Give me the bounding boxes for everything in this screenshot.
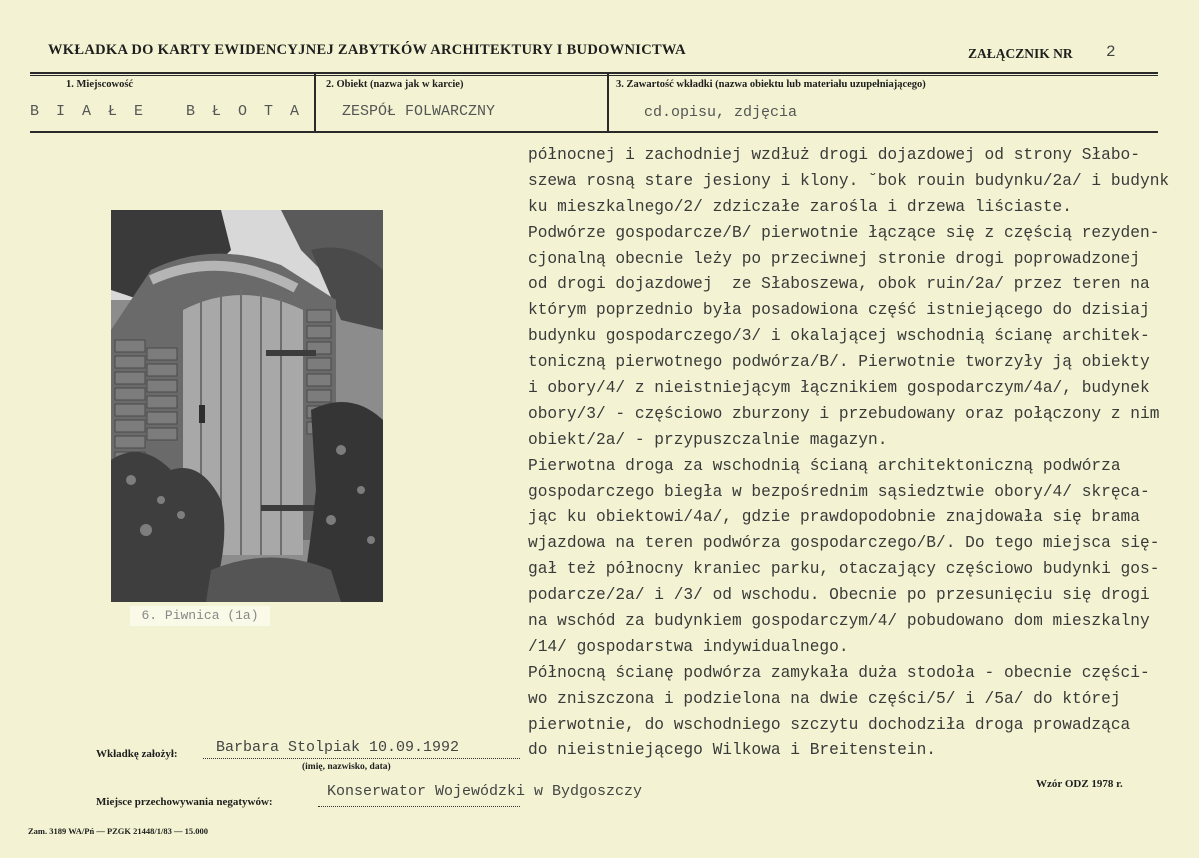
content-value: cd.opisu, zdjęcia [644, 104, 798, 121]
description-line: podarcze/2a/ i /3/ od wschodu. Obecnie po przesunięciu się drogi [528, 586, 1150, 605]
description-line: Północną ścianę podwórza zamykała duża stodoła - obecnie części- [528, 663, 1150, 682]
order-note: Zam. 3189 WA/Pń — PZGK 21448/1/83 — 15.000 [28, 826, 209, 836]
description-line: Pierwotna droga za wschodnią ścianą architektoniczną podwórza [528, 456, 1121, 475]
description-line: budynku gospodarczego/3/ i okalającej wschodnią ścianę architek- [528, 327, 1150, 346]
description-line: do nieistniejącego Wilkowa i Breitenstein. [528, 741, 936, 760]
content-label: 3. Zawartość wkładki (nazwa obiektu lub materiału uzupełniającego) [616, 79, 926, 90]
author-hint: (imię, nazwisko, data) [302, 762, 391, 772]
description-line: wjazdowa na teren podwórza gospodarczego/B/. Do tego miejsca się- [528, 534, 1160, 553]
form-title: WKŁADKA DO KARTY EWIDENCYJNEJ ZABYTKÓW ARCHITEKTURY I BUDOWNICTWA [48, 42, 686, 58]
photo-caption: 6. Piwnica (1a) [130, 606, 270, 626]
top-rule [30, 72, 1158, 74]
bottom-rule [30, 131, 1158, 133]
description-line: jąc ku obiektowi/4a/, gdzie prawdopodobnie znajdowała się brama [528, 508, 1140, 527]
description-line: od drogi dojazdowej ze Słaboszewa, obok ruin/2a/ przez teren na [528, 275, 1150, 294]
description-line: wo zniszczona i podzielona na dwie części/5/ i /5a/ do której [528, 689, 1121, 708]
cellar-door-photo [111, 210, 383, 602]
description-text [528, 143, 1168, 764]
description-line: szewa rosną stare jesiony i klony. ˘bok rouin budynku/2a/ i budynk [528, 171, 1170, 190]
place-label: 1. Miejscowość [66, 79, 134, 90]
top-rule-thin [30, 75, 1158, 76]
column-divider-1 [314, 74, 316, 132]
author-value: Barbara Stolpiak 10.09.1992 [216, 739, 460, 756]
description-line: i obory/4/ z nieistniejącym łącznikiem gospodarczym/4a/, budynek [528, 379, 1150, 398]
description-line: Podwórze gospodarcze/B/ pierwotnie łączące się z częścią rezyden- [528, 223, 1160, 242]
annex-number: 2 [1106, 43, 1116, 61]
annex-label: ZAŁĄCZNIK NR [968, 46, 1073, 61]
description-line: toniczną pierwotnego podwórza/B/. Pierwotnie tworzyły ją obiekty [528, 353, 1150, 372]
storage-value: Konserwator Wojewódzki w Bydgoszczy [327, 783, 643, 800]
form-id: Wzór ODZ 1978 r. [1036, 778, 1123, 790]
object-label: 2. Obiekt (nazwa jak w karcie) [326, 79, 464, 90]
description-line: na wschód za budynkiem gospodarczym/4/ pobudowano dom mieszkalny [528, 612, 1150, 631]
description-line: cjonalną obecnie leży po przeciwnej stronie drogi poprowadzonej [528, 249, 1140, 268]
description-line: gospodarczego biegła w bezpośrednim sąsiedztwie obory/4/ skręca- [528, 482, 1150, 501]
place-value: B I A Ł E B Ł O T A [30, 103, 304, 120]
description-line: północnej i zachodniej wzdłuż drogi dojazdowej od strony Słabo- [528, 146, 1140, 164]
storage-dotline [318, 806, 520, 807]
description-line: pierwotnie, do wschodniego szczytu dochodziła droga prowadząca [528, 715, 1131, 734]
storage-label: Miejsce przechowywania negatywów: [96, 796, 273, 808]
author-label: Wkładkę założył: [96, 748, 178, 760]
description-line: którym poprzednio była posadowiona część istniejącego do dzisiaj [528, 301, 1150, 320]
description-line: obory/3/ - częściowo zburzony i przebudowany oraz połączony z nim [528, 404, 1160, 423]
description-line: ku mieszkalnego/2/ zdziczałe zarośla i drzewa liściaste. [528, 197, 1072, 216]
description-line: gał też północny kraniec parku, otaczający częściowo budynki gos- [528, 560, 1160, 579]
description-line: /14/ gospodarstwa indywidualnego. [528, 637, 849, 656]
author-dotline [203, 758, 520, 759]
cellar-door-image [111, 210, 383, 602]
column-divider-2 [607, 74, 609, 132]
object-value: ZESPÓŁ FOLWARCZNY [342, 103, 496, 120]
description-line: obiekt/2a/ - przypuszczalnie magazyn. [528, 430, 888, 449]
